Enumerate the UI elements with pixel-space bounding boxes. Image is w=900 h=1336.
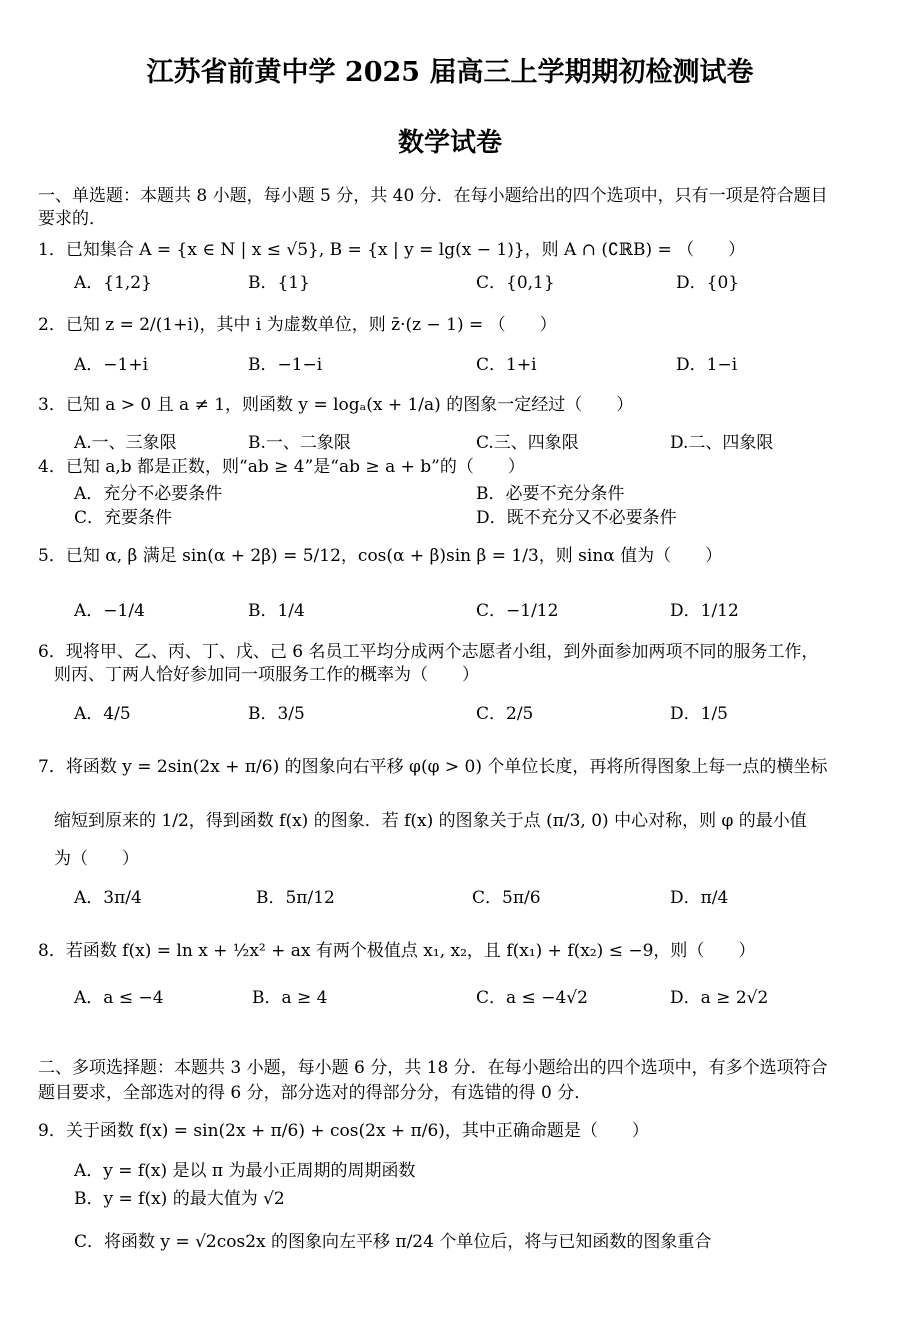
exam-subtitle: 数学试卷 bbox=[397, 128, 502, 158]
question-3-stem: 3．已知 a > 0 且 a ≠ 1，则函数 y = logₐ(x + 1/a) 的图象一定经过（ ） bbox=[38, 395, 634, 415]
question-2-stem: 2．已知 z = 2/(1+i)，其中 i 为虚数单位，则 z̄·(z − 1) = （ ） bbox=[38, 315, 557, 335]
question-7-option-a[interactable]: A．3π/4 bbox=[74, 888, 142, 908]
question-6-option-c[interactable]: C．2/5 bbox=[476, 704, 534, 724]
question-7-stem-line3: 为（ ） bbox=[54, 849, 139, 869]
question-9-option-c[interactable]: C．将函数 y = √2cos2x 的图象向左平移 π/24 个单位后，将与已知函数的图象重合 bbox=[74, 1232, 712, 1252]
question-1-option-d[interactable]: D．{0} bbox=[676, 273, 740, 293]
question-3-option-d[interactable]: D.二、四象限 bbox=[670, 433, 774, 453]
section1-heading-line2: 要求的． bbox=[38, 209, 106, 229]
question-1-option-c[interactable]: C．{0,1} bbox=[476, 273, 555, 293]
question-1-stem: 1．已知集合 A = {x ∈ N | x ≤ √5}, B = {x | y = lg(x − 1)}，则 A ∩ (∁ℝB) = （ ） bbox=[38, 240, 746, 260]
question-4-stem: 4．已知 a,b 都是正数，则“ab ≥ 4”是“ab ≥ a + b”的（ ） bbox=[38, 457, 525, 477]
section2-heading-line1: 二、多项选择题：本题共 3 小题，每小题 6 分，共 18 分．在每小题给出的四个选项中，有多个选项符合 bbox=[38, 1058, 828, 1078]
question-4-option-a[interactable]: A．充分不必要条件 bbox=[74, 484, 223, 504]
question-7-option-d[interactable]: D．π/4 bbox=[670, 888, 729, 908]
question-1-option-a[interactable]: A．{1,2} bbox=[74, 273, 152, 293]
question-5-option-d[interactable]: D．1/12 bbox=[670, 601, 739, 621]
question-7-stem-line1: 7．将函数 y = 2sin(2x + π/6) 的图象向右平移 φ(φ > 0) 个单位长度，再将所得图象上每一点的横坐标 bbox=[38, 757, 828, 777]
section2-heading-line2: 题目要求，全部选对的得 6 分，部分选对的得部分分，有选错的得 0 分． bbox=[38, 1083, 592, 1103]
question-4-option-c[interactable]: C．充要条件 bbox=[74, 508, 173, 528]
section1-heading-line1: 一、单选题：本题共 8 小题，每小题 5 分，共 40 分．在每小题给出的四个选项中，只有一项是符合题目 bbox=[38, 186, 828, 206]
question-4-option-b[interactable]: B．必要不充分条件 bbox=[476, 484, 625, 504]
question-3-option-b[interactable]: B.一、二象限 bbox=[248, 433, 351, 453]
question-5-stem: 5．已知 α, β 满足 sin(α + 2β) = 5/12，cos(α + β)sin β = 1/3，则 sinα 值为（ ） bbox=[38, 546, 723, 566]
question-9-option-b[interactable]: B．y = f(x) 的最大值为 √2 bbox=[74, 1189, 285, 1209]
question-3-option-c[interactable]: C.三、四象限 bbox=[476, 433, 579, 453]
question-2-option-d[interactable]: D．1−i bbox=[676, 355, 738, 375]
question-2-option-a[interactable]: A．−1+i bbox=[74, 355, 149, 375]
question-9-option-a[interactable]: A．y = f(x) 是以 π 为最小正周期的周期函数 bbox=[74, 1161, 416, 1181]
question-5-option-a[interactable]: A．−1/4 bbox=[74, 601, 145, 621]
question-8-option-c[interactable]: C．a ≤ −4√2 bbox=[476, 988, 588, 1008]
question-2-option-c[interactable]: C．1+i bbox=[476, 355, 537, 375]
question-1-option-b[interactable]: B．{1} bbox=[248, 273, 310, 293]
question-4-option-d[interactable]: D．既不充分又不必要条件 bbox=[476, 508, 677, 528]
question-5-option-b[interactable]: B．1/4 bbox=[248, 601, 305, 621]
question-2-option-b[interactable]: B．−1−i bbox=[248, 355, 323, 375]
question-6-stem-line1: 6．现将甲、乙、丙、丁、戊、己 6 名员工平均分成两个志愿者小组，到外面参加两项不同的服务工作， bbox=[38, 642, 819, 662]
question-7-stem-line2: 缩短到原来的 1/2，得到函数 f(x) 的图象．若 f(x) 的图象关于点 (π/3, 0) 中心对称，则 φ 的最小值 bbox=[54, 811, 807, 831]
question-7-option-c[interactable]: C．5π/6 bbox=[472, 888, 541, 908]
question-6-option-d[interactable]: D．1/5 bbox=[670, 704, 728, 724]
question-3-option-a[interactable]: A.一、三象限 bbox=[74, 433, 177, 453]
question-6-stem-line2: 则丙、丁两人恰好参加同一项服务工作的概率为（ ） bbox=[54, 665, 479, 685]
exam-title: 江苏省前黄中学 2025 届高三上学期期初检测试卷 bbox=[146, 57, 754, 88]
question-8-option-a[interactable]: A．a ≤ −4 bbox=[74, 988, 164, 1008]
question-9-stem: 9．关于函数 f(x) = sin(2x + π/6) + cos(2x + π/6)，其中正确命题是（ ） bbox=[38, 1121, 649, 1141]
question-8-option-b[interactable]: B．a ≥ 4 bbox=[252, 988, 328, 1008]
question-8-option-d[interactable]: D．a ≥ 2√2 bbox=[670, 988, 769, 1008]
question-5-option-c[interactable]: C．−1/12 bbox=[476, 601, 559, 621]
question-7-option-b[interactable]: B．5π/12 bbox=[256, 888, 335, 908]
question-6-option-a[interactable]: A．4/5 bbox=[74, 704, 131, 724]
question-6-option-b[interactable]: B．3/5 bbox=[248, 704, 305, 724]
question-8-stem: 8．若函数 f(x) = ln x + ½x² + ax 有两个极值点 x₁, x₂，且 f(x₁) + f(x₂) ≤ −9，则（ ） bbox=[38, 941, 756, 961]
